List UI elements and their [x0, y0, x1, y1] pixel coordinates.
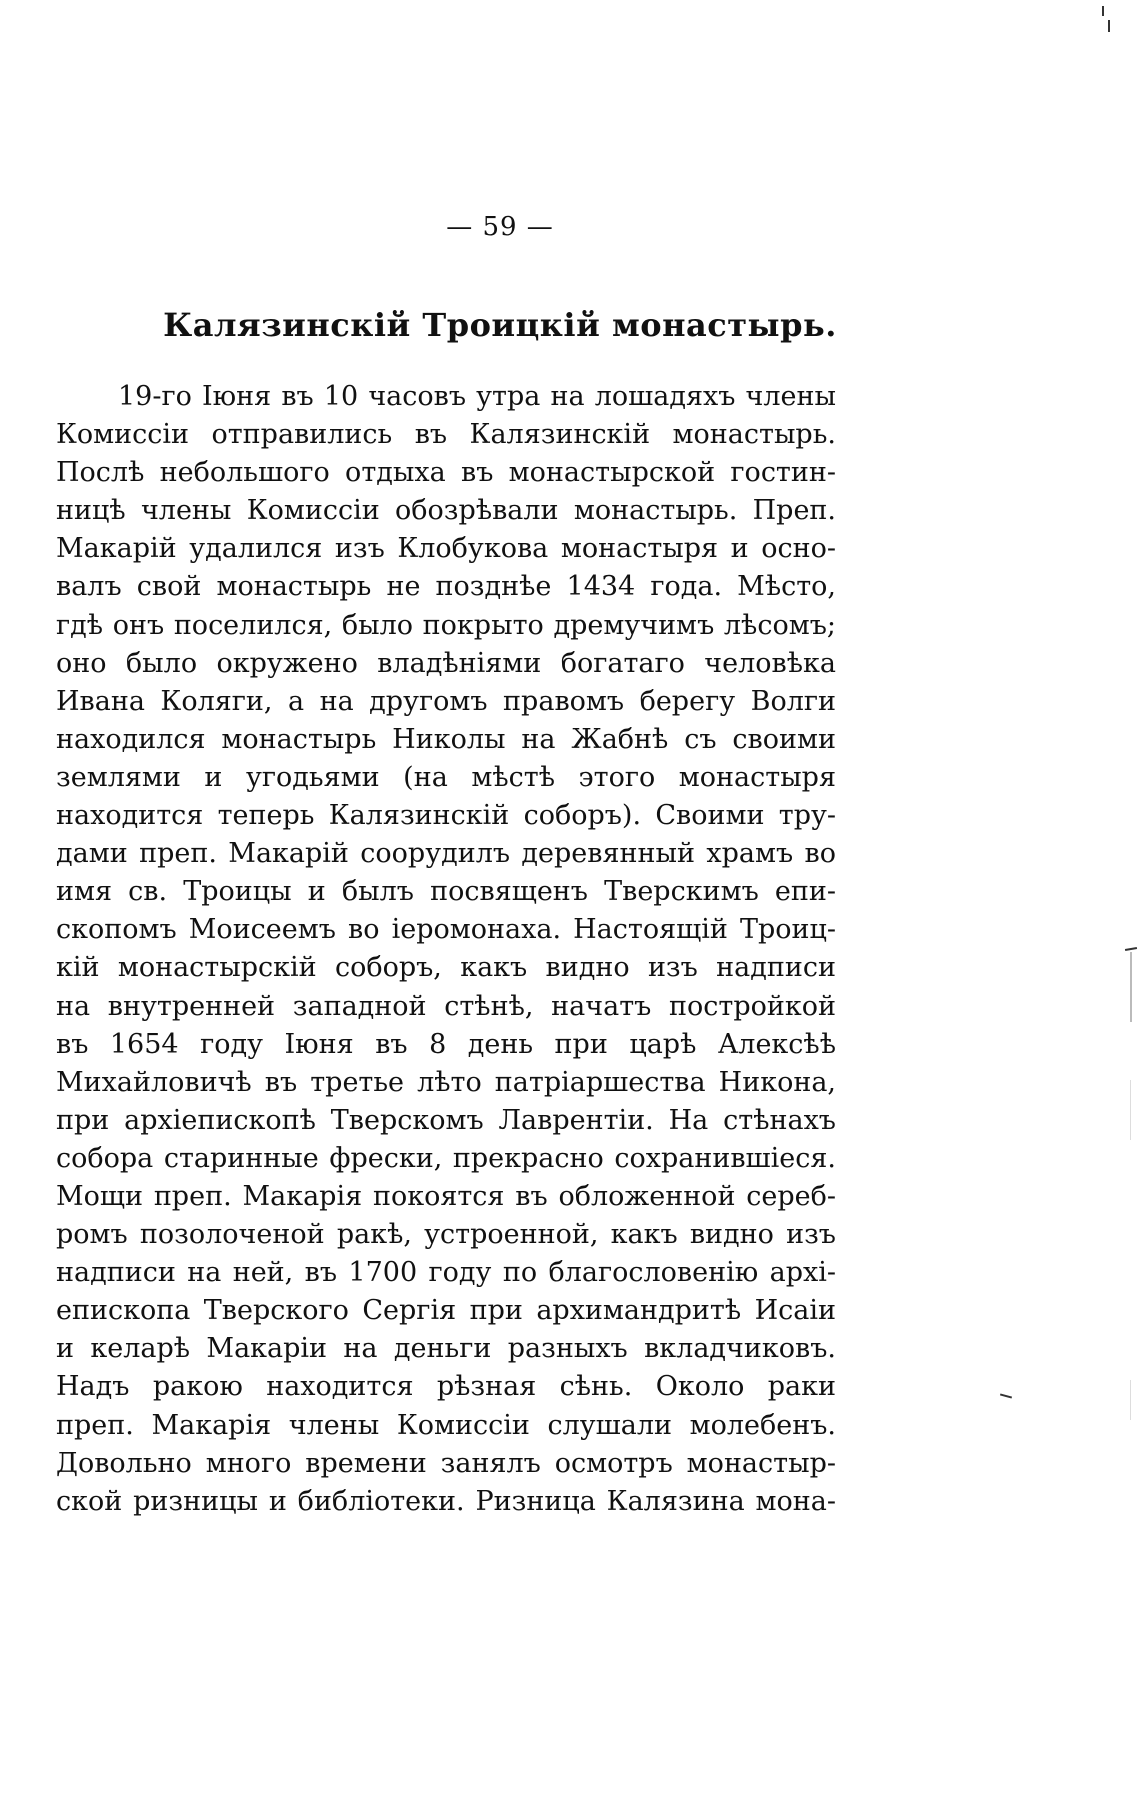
text-line: находился монастырь Николы на Жабнѣ съ своими — [56, 723, 836, 755]
text-line: при архіепископѣ Тверскомъ Лаврентіи. На стѣнахъ — [56, 1104, 836, 1136]
scan-artifact — [1102, 6, 1104, 16]
scan-artifact — [1130, 1080, 1131, 1140]
text-line: имя св. Троицы и былъ посвященъ Тверскимъ епи- — [56, 876, 836, 908]
text-line: въ 1654 году Іюня въ 8 день при царѣ Алексѣѣ — [56, 1028, 836, 1060]
text-line: ской ризницы и библіотеки. Ризница Калязина мона- — [56, 1485, 836, 1517]
text-line: землями и угодьями (на мѣстѣ этого монастыря — [56, 761, 836, 793]
text-line: на внутренней западной стѣнѣ, начатъ постройкой — [56, 990, 836, 1022]
text-line: и келарѣ Макаріи на деньги разныхъ вкладчиковъ. — [56, 1333, 836, 1365]
body-text — [56, 378, 836, 1521]
text-line: кій монастырскій соборъ, какъ видно изъ надписи — [56, 952, 836, 984]
scan-artifact — [1130, 952, 1132, 1022]
text-line: Макарій удалился изъ Клобукова монастыря и осно- — [56, 533, 836, 565]
text-line: Довольно много времени занялъ осмотръ монастыр- — [56, 1447, 836, 1479]
text-line: Комиссіи отправились въ Калязинскій монастырь. — [56, 419, 836, 451]
text-line: скопомъ Моисеемъ во іеромонаха. Настоящій Троиц- — [56, 914, 836, 946]
text-line: ницѣ члены Комиссіи обозрѣвали монастырь. Преп. — [56, 495, 836, 527]
text-line: валъ свой монастырь не позднѣе 1434 года. Мѣсто, — [56, 571, 836, 603]
text-line: собора старинные фрески, прекрасно сохранившіеся. — [56, 1142, 836, 1174]
text-line: Послѣ небольшого отдыха въ монастырской гостин- — [56, 457, 836, 489]
text-line: 19-го Іюня въ 10 часовъ утра на лошадяхъ члены — [118, 381, 836, 412]
page-number: — 59 — — [446, 212, 554, 242]
scan-artifact — [1130, 1380, 1131, 1420]
text-line: ромъ позолоченой ракѣ, устроенной, какъ видно изъ — [56, 1219, 836, 1251]
text-line: гдѣ онъ поселился, было покрыто дремучимъ лѣсомъ; — [56, 609, 836, 641]
text-line: находится теперь Калязинскій соборъ). Своими тру- — [56, 800, 836, 832]
text-line: епископа Тверского Сергія при архимандритѣ Исаіи — [56, 1295, 836, 1327]
text-line: Надъ ракою находится рѣзная сѣнь. Около раки — [56, 1371, 836, 1403]
scan-artifact — [1125, 947, 1137, 951]
text-line: преп. Макарія члены Комиссіи слушали молебенъ. — [56, 1409, 836, 1441]
scan-artifact — [1000, 1393, 1012, 1398]
text-line: надписи на ней, въ 1700 году по благословенію архі- — [56, 1257, 836, 1289]
text-line: Ивана Коляги, а на другомъ правомъ берегу Волги — [56, 685, 836, 717]
text-line: Мощи преп. Макарія покоятся въ обложенной сереб- — [56, 1180, 836, 1212]
text-line: Михайловичѣ въ третье лѣто патріаршества Никона, — [56, 1066, 836, 1098]
page-heading: Калязинскій Троицкій монастырь. — [163, 306, 837, 344]
scan-artifact — [1108, 20, 1110, 32]
text-line: оно было окружено владѣніями богатаго человѣка — [56, 647, 836, 679]
text-line: дами преп. Макарій соорудилъ деревянный храмъ во — [56, 838, 836, 870]
